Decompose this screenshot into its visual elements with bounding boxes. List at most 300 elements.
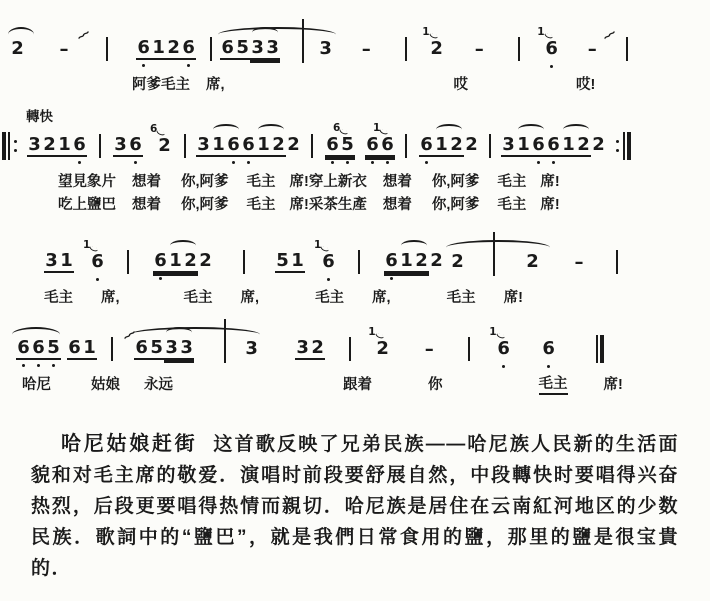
barline	[224, 319, 226, 363]
note-digit: 5	[276, 250, 289, 271]
note-group	[541, 339, 556, 359]
note	[82, 338, 97, 360]
note	[489, 326, 511, 359]
note-group	[113, 135, 143, 157]
note	[42, 135, 57, 157]
note-digit: 1	[83, 337, 96, 358]
barline	[106, 37, 108, 61]
lyric-syllable: 毛主	[246, 197, 276, 213]
octave-dot-below	[96, 278, 99, 281]
note	[365, 135, 380, 157]
note-group	[325, 122, 355, 157]
note	[399, 251, 414, 273]
note-group	[368, 326, 390, 359]
lyric-syllable: 想着	[382, 174, 412, 190]
note	[384, 251, 399, 273]
octave-dot-below	[386, 161, 389, 164]
sustain-dash: –	[587, 38, 597, 60]
note-digit: 2	[311, 337, 324, 358]
grace-note: 6̇	[333, 122, 341, 134]
note	[271, 135, 286, 157]
note-digit: 3	[197, 134, 210, 155]
repeat-dots	[14, 140, 17, 152]
lyric-syllable: 你,阿爹	[431, 197, 480, 213]
note	[211, 135, 226, 157]
note-digit: 6	[227, 134, 240, 155]
note	[429, 251, 444, 273]
note-digit: 6	[420, 134, 433, 155]
note-group	[314, 239, 336, 272]
lyric-syllable: 想着	[382, 197, 412, 213]
lyrics-line-4	[0, 372, 710, 395]
note-digit: 3	[165, 337, 178, 358]
lyric-syllable: 哎	[453, 77, 469, 93]
music-line-2	[0, 123, 710, 169]
note-digit: 6	[32, 337, 45, 358]
octave-dot-below	[502, 365, 505, 368]
octave-dot-below	[37, 364, 40, 367]
lyric-syllable: 毛主	[497, 197, 527, 213]
slur-arc	[170, 240, 196, 251]
note	[226, 135, 241, 157]
note-digit: 6	[545, 38, 558, 59]
octave-dot-below	[547, 365, 550, 368]
note	[531, 135, 546, 157]
octave-dot-below	[550, 65, 553, 68]
note-digit: 1	[562, 134, 575, 155]
note-group	[244, 339, 259, 359]
sustain-dash: –	[59, 38, 69, 60]
note	[31, 338, 46, 360]
lyric-syllable: 你,阿爹	[181, 174, 229, 190]
slur-arc	[252, 27, 278, 38]
thick-bar	[600, 335, 604, 363]
octave-dot-below	[390, 277, 393, 280]
barline	[99, 134, 101, 158]
note-digit: 6	[91, 251, 104, 272]
note-digit: 1	[152, 37, 165, 58]
note-digit: 3	[28, 134, 41, 155]
barline	[493, 232, 495, 276]
note-group	[450, 252, 465, 272]
barline	[489, 134, 491, 158]
octave-dot-below	[537, 161, 540, 164]
slur-arc	[166, 327, 192, 338]
note-group	[83, 239, 105, 272]
note-digit: 2	[592, 134, 605, 155]
slur-arc	[258, 124, 284, 135]
note-digit: 2	[167, 37, 180, 58]
lyric-syllable: 阿爹毛主	[132, 77, 190, 93]
octave-dot-below	[247, 161, 250, 164]
octave-dot-below	[425, 161, 428, 164]
note-digit: 5	[150, 337, 163, 358]
note	[265, 38, 280, 60]
note-group	[136, 38, 196, 60]
lyric-syllable: 吃上鹽巴	[58, 197, 116, 213]
note-digit: 1	[291, 250, 304, 271]
note	[290, 251, 305, 273]
note	[434, 135, 449, 157]
note-digit: 6	[137, 37, 150, 58]
note-digit: 1	[435, 134, 448, 155]
note	[419, 135, 434, 157]
note-digit: 2	[43, 134, 56, 155]
barline	[358, 250, 360, 274]
note-digit: 2	[526, 251, 539, 272]
note	[275, 251, 290, 273]
note	[576, 135, 591, 157]
note-digit: 6	[242, 134, 255, 155]
slur-arc	[518, 124, 544, 135]
lyric-syllable: 想着	[132, 197, 161, 213]
note-group	[384, 251, 444, 273]
note	[151, 38, 166, 60]
music-line-3	[0, 239, 710, 285]
trill-mark: ~~	[73, 25, 92, 45]
sustain-dash: –	[361, 38, 371, 60]
repeat-dot	[14, 140, 17, 143]
note	[516, 135, 531, 157]
note-digit: 6	[73, 134, 86, 155]
octave-dot-below	[134, 161, 137, 164]
lyric-syllable: 想着	[132, 174, 161, 190]
note-digit: 6	[385, 250, 398, 271]
music-line-1	[0, 26, 710, 72]
note-digit: 1	[257, 134, 270, 155]
note-group	[501, 135, 606, 157]
note-digit: 2	[158, 135, 171, 156]
note-group	[365, 122, 395, 157]
barline	[468, 337, 470, 361]
barline	[518, 37, 520, 61]
lyric-syllable: 毛主	[446, 290, 476, 306]
note-group	[10, 39, 25, 59]
barline	[210, 37, 212, 61]
note	[286, 135, 301, 157]
note-digit: 3	[319, 38, 332, 59]
note	[314, 239, 336, 272]
lyrics-line-3	[0, 285, 710, 308]
lyric-syllable: 席!	[540, 197, 560, 213]
barline	[111, 337, 113, 361]
tempo-mark: 轉快	[26, 109, 53, 124]
repeat-dot	[14, 149, 17, 152]
note-group	[153, 251, 213, 273]
note	[136, 38, 151, 60]
note	[333, 122, 355, 157]
note-digit: 5	[341, 134, 354, 155]
note	[153, 251, 168, 273]
note-digit: 1	[212, 134, 225, 155]
octave-dot-below	[346, 161, 349, 164]
note-digit: 2	[450, 134, 463, 155]
barline	[127, 250, 129, 274]
lyric-syllable: 你,阿爹	[431, 174, 480, 190]
slur-arc	[436, 124, 462, 135]
octave-dot-below	[52, 364, 55, 367]
barline	[302, 19, 304, 63]
grace-note: 1	[422, 26, 430, 38]
repeat-begin-barline	[2, 130, 19, 162]
barline	[349, 337, 351, 361]
note-digit: 2	[415, 250, 428, 271]
thick-bar	[627, 132, 631, 160]
slur-arc	[401, 240, 427, 251]
note-digit: 3	[114, 134, 127, 155]
note	[241, 135, 256, 157]
note	[166, 38, 181, 60]
grace-note: 1	[373, 122, 381, 134]
lyric-syllable: 席!	[540, 174, 560, 190]
lyric-syllable: 望見象片	[58, 174, 116, 190]
note-digit: 6	[326, 134, 339, 155]
note	[525, 252, 540, 272]
repeat-dot	[616, 140, 619, 143]
barline	[405, 134, 407, 158]
lyric-syllable: 席,	[240, 290, 260, 306]
note-group	[67, 338, 97, 360]
note-digit: 2	[272, 134, 285, 155]
note-digit: 2	[577, 134, 590, 155]
note-digit: 6	[154, 250, 167, 271]
trill-mark: ~~	[119, 325, 138, 345]
note	[72, 135, 87, 157]
note-digit: 3	[45, 250, 58, 271]
note-digit: 6	[547, 134, 560, 155]
octave-dot-below	[331, 161, 334, 164]
note	[59, 251, 74, 273]
octave-dot-below	[78, 161, 81, 164]
thin-bar	[596, 335, 598, 363]
note-digit: 6	[497, 338, 510, 359]
final-barline	[596, 333, 604, 365]
note	[149, 338, 164, 360]
repeat-dots	[616, 140, 619, 152]
note-digit: 2	[11, 38, 24, 59]
lyric-syllable: 毛主	[539, 372, 568, 395]
note	[244, 339, 259, 359]
note-digit: 2	[430, 250, 443, 271]
note-group	[275, 251, 305, 273]
repeat-dot	[616, 149, 619, 152]
note-digit: 1	[517, 134, 530, 155]
slur-arc	[563, 124, 589, 135]
note-digit: 2	[184, 250, 197, 271]
note	[561, 135, 576, 157]
note	[501, 135, 516, 157]
lyric-syllable: 你	[428, 377, 443, 393]
note-digit: 6	[135, 337, 148, 358]
lyric-syllable: 席!	[503, 290, 523, 306]
lyric-syllable: 毛主	[497, 174, 527, 190]
barline	[243, 250, 245, 274]
note-digit: 1	[58, 134, 71, 155]
slur-arc	[213, 124, 239, 135]
note-digit: 3	[251, 37, 264, 58]
lyric-syllable: 席!采茶生產	[289, 197, 367, 213]
note-digit: 6	[322, 251, 335, 272]
note	[414, 251, 429, 273]
note	[541, 339, 556, 359]
sustain-dash: –	[424, 338, 434, 360]
repeat-end-barline	[614, 130, 631, 162]
sustain-dash: –	[574, 251, 584, 273]
note	[179, 338, 194, 360]
note-digit: 3	[296, 337, 309, 358]
note-digit: 2	[376, 338, 389, 359]
note	[256, 135, 271, 157]
barline	[626, 37, 628, 61]
barline	[616, 250, 618, 274]
note	[67, 338, 82, 360]
note	[134, 338, 149, 360]
note	[368, 326, 390, 359]
grace-note: 6̇	[150, 123, 158, 135]
note	[422, 26, 444, 59]
note-digit: 3	[502, 134, 515, 155]
octave-dot-below	[371, 161, 374, 164]
octave-dot-below	[232, 161, 235, 164]
note	[220, 38, 235, 60]
note-group	[318, 39, 333, 59]
note-digit: 3	[245, 338, 258, 359]
note	[196, 135, 211, 157]
note-digit: 6	[129, 134, 142, 155]
lyric-syllable: 席!	[603, 377, 623, 393]
note-group	[422, 26, 444, 59]
lyric-syllable: 席,	[206, 77, 225, 93]
note-digit: 6	[68, 337, 81, 358]
thin-bar	[8, 132, 10, 160]
note	[198, 251, 213, 273]
note-group	[489, 326, 511, 359]
octave-dot-below	[327, 278, 330, 281]
barline	[184, 134, 186, 158]
note	[181, 38, 196, 60]
lyrics-line-2-verse-2	[0, 192, 710, 215]
note	[310, 338, 325, 360]
note	[183, 251, 198, 273]
lyric-syllable: 姑娘	[91, 377, 120, 393]
lyric-syllable: 你,阿爹	[181, 197, 229, 213]
lyric-syllable: 席!穿上新衣	[289, 174, 367, 190]
lyrics-line-2-verse-1	[0, 169, 710, 192]
note-digit: 6	[366, 134, 379, 155]
grace-note: 1	[83, 239, 91, 251]
note	[10, 39, 25, 59]
note	[164, 338, 179, 360]
lyric-syllable: 跟着	[343, 377, 372, 393]
note-digit: 2	[199, 250, 212, 271]
grace-note: 1	[314, 239, 322, 251]
lyrics-line-1	[0, 72, 710, 95]
note-group	[196, 135, 301, 157]
note	[250, 38, 265, 60]
octave-dot-below	[159, 277, 162, 280]
note-digit: 5	[47, 337, 60, 358]
note	[450, 252, 465, 272]
thick-bar	[2, 132, 6, 160]
note	[464, 135, 479, 157]
note-group	[27, 135, 87, 157]
footnote	[31, 429, 679, 584]
note	[235, 38, 250, 60]
note	[46, 338, 61, 360]
note	[16, 338, 31, 360]
lyric-syllable: 哎!	[576, 77, 596, 93]
note	[150, 123, 172, 156]
note-digit: 1	[60, 250, 73, 271]
note-digit: 6	[182, 37, 195, 58]
note-group	[537, 26, 559, 59]
footnote-body: 这首歌反映了兄弟民族——哈尼族人民新的生活面貌和对毛主席的敬爱．演唱时前段要舒展自然，中段轉快时要唱得兴奋热烈，后段更要唱得热情而親切．哈尼族是居住在云南紅河地区的少数民族．歌詞中的“鹽巴”，就是我們日常食用的鹽，那里的鹽是很宝貴的．	[31, 434, 679, 579]
note-digit: 2	[451, 251, 464, 272]
lyric-syllable: 永远	[144, 377, 173, 393]
note	[128, 135, 143, 157]
note-digit: 6	[542, 338, 555, 359]
note-group	[44, 251, 74, 273]
note-group	[134, 338, 194, 360]
note-group	[419, 135, 479, 157]
note-digit: 6	[17, 337, 30, 358]
note	[449, 135, 464, 157]
note	[44, 251, 59, 273]
octave-dot-below	[142, 64, 145, 67]
note-group	[16, 338, 61, 360]
note	[373, 122, 395, 157]
lyric-syllable: 毛主	[315, 290, 345, 306]
note-digit: 3	[180, 337, 193, 358]
lyric-syllable: 席,	[372, 290, 391, 306]
note-digit: 2	[430, 38, 443, 59]
lyric-syllable: 哈尼	[22, 377, 51, 393]
note	[27, 135, 42, 157]
note-digit: 1	[169, 250, 182, 271]
thin-bar	[623, 132, 625, 160]
note	[113, 135, 128, 157]
lyric-syllable: 席,	[101, 290, 120, 306]
grace-note: 1	[537, 26, 545, 38]
note-digit: 1	[400, 250, 413, 271]
note	[591, 135, 606, 157]
lyric-syllable: 毛主	[246, 174, 276, 190]
note	[295, 338, 310, 360]
note-group	[220, 38, 280, 60]
note-digit: 3	[266, 37, 279, 58]
grace-note: 1	[368, 326, 376, 338]
barline	[311, 134, 313, 158]
note-group	[525, 252, 540, 272]
sustain-dash: –	[474, 38, 484, 60]
footnote-title: 哈尼姑娘赶街	[61, 433, 198, 455]
note	[318, 39, 333, 59]
note	[546, 135, 561, 157]
octave-dot-below	[187, 64, 190, 67]
note-digit: 2	[465, 134, 478, 155]
note-digit: 6	[381, 134, 394, 155]
barline	[405, 37, 407, 61]
music-line-4	[0, 326, 710, 372]
octave-dot-below	[22, 364, 25, 367]
note-digit: 2	[287, 134, 300, 155]
grace-note: 1	[489, 326, 497, 338]
note	[83, 239, 105, 272]
note-digit: 6	[532, 134, 545, 155]
note	[325, 135, 340, 157]
lyric-syllable: 毛主	[44, 290, 73, 306]
note-group	[295, 338, 325, 360]
